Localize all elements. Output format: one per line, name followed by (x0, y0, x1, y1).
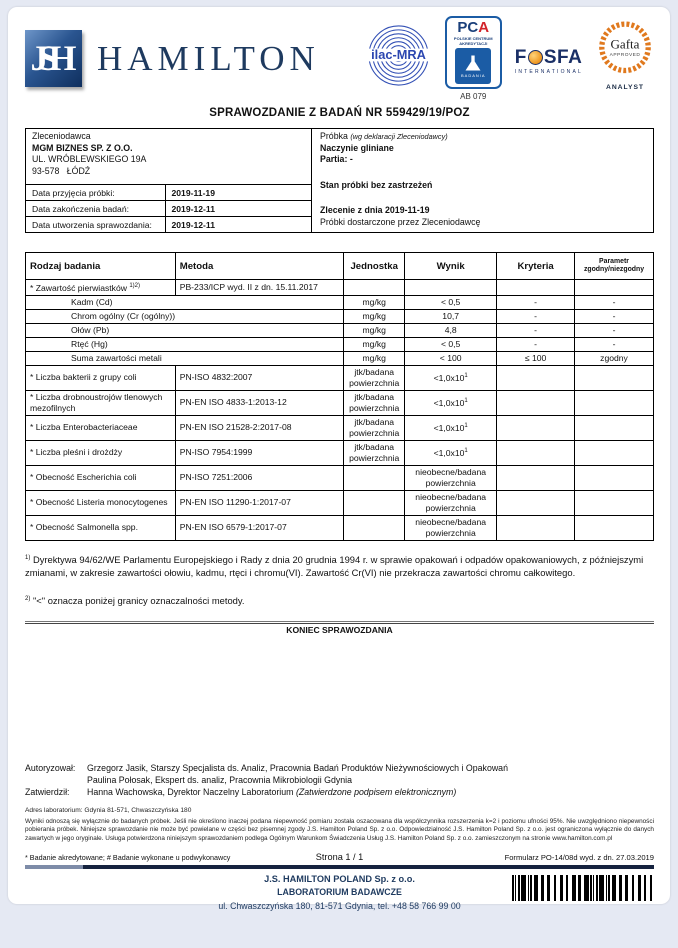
table-cell: mg/kg (344, 295, 405, 309)
hamilton-logo (25, 30, 320, 87)
table-cell (344, 490, 405, 515)
table-cell (575, 415, 654, 440)
company-lab-label: LABORATORIUM BADAWCZE (277, 887, 402, 898)
table-cell: < 100 (405, 351, 497, 365)
fosfa-wordmark: F SFA (514, 46, 583, 68)
legal (25, 807, 654, 844)
table-cell: Ołów (Pb) (26, 323, 344, 337)
table-cell (344, 515, 405, 540)
table-cell: mg/kg (344, 323, 405, 337)
page-footer (25, 852, 654, 862)
column-header: Jednostka (344, 253, 405, 280)
ilac-rings-icon (365, 22, 432, 89)
table-cell: PB-233/ICP wyd. II z dn. 15.11.2017 (175, 280, 344, 296)
table-cell: PN-EN ISO 21528-2:2017-08 (175, 415, 344, 440)
table-cell: * Obecność Escherichia coli (26, 465, 176, 490)
table-cell: mg/kg (344, 351, 405, 365)
hamilton-wordmark: HAMILTON (97, 38, 320, 78)
column-header: Parametr zgodny/niezgodny (575, 253, 654, 280)
table-cell (575, 515, 654, 540)
table-row (26, 295, 654, 309)
sample-name: Naczynie gliniane (320, 142, 394, 153)
report-page (8, 7, 670, 912)
pca-flask-box (455, 48, 491, 84)
gafta-wreath-icon (596, 19, 654, 93)
sample-condition: Stan próbki bez zastrzeżeń (320, 179, 433, 190)
barcode (512, 875, 652, 901)
table-cell: nieobecne/badana powierzchnia (405, 490, 497, 515)
sample-box (312, 129, 653, 232)
report-header (25, 18, 654, 101)
table-cell: - (575, 295, 654, 309)
column-header: Rodzaj badania (26, 253, 176, 280)
fosfa-subtitle: INTERNATIONAL (514, 68, 583, 75)
date-label: Data przyjęcia próbki: (26, 185, 165, 201)
disclaimer: Wyniki odnoszą się wyłącznie do badanych próbek. Jeśli nie określono inaczej podana niepewność pomiaru została oszacowana dla współczynnika rozszerzenia k=2 i poziomu ufności 95%. Nie uwzględniono niepewności pobierania próbek. Niniejsze sprawozdanie nie może być powielane w części bez pisemnej zgody J.S. Hamilton Poland Sp. z o.o. Odpowiedzialność J.S. Hamilton Poland Sp. z o.o. jest ograniczona wyłącznie do danych zawartych w jego oryginale. Usługa potwierdzona niniejszym sprawozdaniem podlega Ogólnym Warunkom Świadczenia Usług J.S. Hamilton Poland Sp. z o.o. zamieszczonym na stronie www.hamilton.com.pl (25, 817, 654, 842)
table-cell: - (497, 337, 575, 351)
footnote: $^{2)}$ "<" oznacza poniżej granicy oznaczalności metody. (25, 595, 245, 607)
table-row (26, 280, 654, 296)
table-cell: * Obecność Listeria monocytogenes (26, 490, 176, 515)
end-divider (25, 621, 654, 624)
pca-box-label: BADANIA (460, 72, 486, 78)
table-cell: PN-ISO 7251:2006 (175, 465, 344, 490)
dates-table (26, 184, 311, 232)
table-cell: - (497, 323, 575, 337)
table-cell: jtk/badana powierzchnia (344, 415, 405, 440)
table-cell: PN-ISO 4832:2007 (175, 365, 344, 390)
table-cell (344, 465, 405, 490)
order-date: Zlecenie z dnia 2019-11-19 (320, 205, 430, 215)
table-cell (575, 390, 654, 415)
table-cell: * Obecność Salmonella spp. (26, 515, 176, 540)
ilac-mra-label: ilac-MRA (370, 46, 426, 62)
end-of-report-label: KONIEC SPRAWOZDANIA (286, 624, 393, 635)
gafta-approved-label: APPROVED (609, 52, 641, 58)
table-cell: < 0,5 (405, 295, 497, 309)
globe-icon (528, 50, 543, 65)
client-address (26, 129, 311, 184)
client-label: Zleceniodawca (32, 131, 91, 141)
pca-card (445, 16, 502, 89)
table-cell (497, 415, 575, 440)
table-row (26, 351, 654, 365)
table-cell (575, 490, 654, 515)
table-cell: zgodny (575, 351, 654, 365)
table-row (26, 201, 311, 217)
gafta-analyst-label: ANALYST (605, 83, 645, 91)
table-cell (575, 365, 654, 390)
table-cell: * Liczba drobnoustrojów tlenowych mezofilnych (26, 390, 176, 415)
approved-by-row: Zatwierdził: Hanna Wachowska, Dyrektor Naczelny Laboratorium (Zatwierdzone podpisem elektronicznym) (25, 786, 457, 797)
table-cell: - (575, 323, 654, 337)
pca-subtitle: POLSKIE CENTRUM AKREDYTACJI (453, 35, 493, 46)
table-cell: < 0,5 (405, 337, 497, 351)
table-cell (497, 280, 575, 296)
table-row (26, 490, 654, 515)
authorized-by-row: Autoryzował: Grzegorz Jasik, Starszy Specjalista ds. Analiz, Pracownia Badań Produktów Nieżywnościowych i Opakowań (25, 762, 508, 773)
table-cell (497, 440, 575, 465)
date-value: 2019-11-19 (165, 185, 311, 201)
client-city: 93-578 ŁÓDŹ (32, 165, 91, 176)
table-cell: Suma zawartości metali (26, 351, 344, 365)
table-cell: PN-ISO 7954:1999 (175, 440, 344, 465)
accreditation-note: * Badanie akredytowane; # Badanie wykonane u podwykonawcy (25, 853, 231, 863)
date-label: Data zakończenia badań: (26, 201, 165, 217)
table-row (26, 217, 311, 233)
sample-label: Próbka (wg deklaracji Zleceniodawcy) (320, 131, 448, 141)
table-cell (575, 440, 654, 465)
pca-accreditation-code: AB 079 (460, 91, 487, 101)
column-header: Wynik (405, 253, 497, 280)
accreditation-badges (365, 16, 654, 101)
table-cell (497, 515, 575, 540)
results-table (25, 252, 654, 541)
table-cell: jtk/badana powierzchnia (344, 440, 405, 465)
authorized-person: Grzegorz Jasik, Starszy Specjalista ds. Analiz, Pracownia Badań Produktów Nieżywnościowych i Opakowań (87, 762, 508, 773)
table-row (26, 365, 654, 390)
footnotes (25, 552, 654, 608)
table-cell: nieobecne/badana powierzchnia (405, 515, 497, 540)
gafta-title: Gafta (610, 35, 640, 51)
company-name: J.S. HAMILTON POLAND Sp. z o.o. (264, 874, 415, 885)
authorized-by-row (25, 774, 654, 786)
date-label: Data utworzenia sprawozdania: (26, 217, 165, 233)
table-row (26, 323, 654, 337)
table-row (26, 390, 654, 415)
jsh-logo-letters: JSH (30, 38, 67, 78)
client-street: UL. WRÓBLEWSKIEGO 19A (32, 154, 147, 164)
table-cell: - (497, 295, 575, 309)
info-box (25, 128, 654, 233)
table-cell (497, 390, 575, 415)
table-cell: $<1,0x10^1$ (405, 415, 497, 440)
table-cell: mg/kg (344, 309, 405, 323)
footer-bar (25, 865, 654, 869)
table-cell (497, 465, 575, 490)
table-cell (344, 280, 405, 296)
flask-icon (463, 54, 483, 72)
table-cell: PN-EN ISO 4833-1:2013-12 (175, 390, 344, 415)
sample-batch: Partia: - (320, 154, 353, 164)
date-value: 2019-12-11 (165, 217, 311, 233)
table-cell: 4,8 (405, 323, 497, 337)
approver: Hanna Wachowska, Dyrektor Naczelny Laboratorium (Zatwierdzone podpisem elektronicznym) (87, 786, 457, 797)
pca-badge-icon (445, 16, 502, 101)
page-title: SPRAWOZDANIE Z BADAŃ NR 559429/19/POZ (209, 107, 470, 119)
table-cell (575, 465, 654, 490)
table-cell: PN-EN ISO 6579-1:2017-07 (175, 515, 344, 540)
date-value: 2019-12-11 (165, 201, 311, 217)
gafta-badge-icon (596, 19, 654, 98)
table-cell (497, 365, 575, 390)
table-cell (497, 490, 575, 515)
authorized-person: Paulina Połosak, Ekspert ds. analiz, Pracownia Mikrobiologii Gdynia (87, 774, 353, 785)
lab-address: Adres laboratorium: Gdynia 81-571, Chwaszczyńska 180 (25, 806, 192, 814)
table-cell: * Zawartość pierwiastków $^{1)2)}$ (26, 280, 176, 296)
table-row (26, 515, 654, 540)
results-table-body (26, 280, 654, 541)
table-row (26, 465, 654, 490)
table-cell: - (575, 309, 654, 323)
table-cell: 10,7 (405, 309, 497, 323)
table-row (26, 309, 654, 323)
table-cell: * Liczba bakterii z grupy coli (26, 365, 176, 390)
table-cell: PN-EN ISO 11290-1:2017-07 (175, 490, 344, 515)
table-cell: mg/kg (344, 337, 405, 351)
table-row (26, 185, 311, 201)
table-cell: nieobecne/badana powierzchnia (405, 465, 497, 490)
table-row (26, 337, 654, 351)
table-row (26, 440, 654, 465)
table-cell: - (497, 309, 575, 323)
table-cell: jtk/badana powierzchnia (344, 390, 405, 415)
pca-title: PCA (457, 18, 490, 36)
fosfa-badge-icon (515, 48, 583, 75)
table-header-row (26, 253, 654, 280)
table-cell: $<1,0x10^1$ (405, 365, 497, 390)
authorization (25, 762, 654, 798)
ilac-mra-badge-icon (365, 22, 432, 94)
footnote: $^{1)}$ Dyrektywa 94/62/WE Parlamentu Europejskiego i Rady z dnia 20 grudnia 1994 r. w sprawie opakowań i odpadów opakowaniowych, z późniejszymi zmianami, w zakresie zawartości ołowiu, kadmu, rtęci i chromu(VI). Zawartość Cr(VI) nie przekracza zawartości chromu całkowitego. (25, 553, 644, 579)
table-cell: ≤ 100 (497, 351, 575, 365)
table-cell: $<1,0x10^1$ (405, 390, 497, 415)
table-cell: * Liczba pleśni i drożdży (26, 440, 176, 465)
table-cell (575, 280, 654, 296)
column-header: Metoda (175, 253, 344, 280)
table-cell: Rtęć (Hg) (26, 337, 344, 351)
sample-delivery: Próbki dostarczone przez Zleceniodawcę (320, 216, 481, 227)
company-footer (25, 874, 654, 934)
jsh-logo-icon (25, 30, 82, 87)
table-cell: * Liczba Enterobacteriaceae (26, 415, 176, 440)
form-reference: Formularz PO-14/08d wyd. z dn. 27.03.2019 (504, 853, 654, 863)
table-cell (405, 280, 497, 296)
client-name: MGM BIZNES SP. Z O.O. (32, 142, 133, 153)
blank-space (25, 635, 654, 762)
table-cell: Chrom ogólny (Cr (ogólny)) (26, 309, 344, 323)
table-cell: Kadm (Cd) (26, 295, 344, 309)
client-box (26, 129, 312, 232)
column-header: Kryteria (497, 253, 575, 280)
table-row (26, 415, 654, 440)
table-cell: $<1,0x10^1$ (405, 440, 497, 465)
company-address: ul. Chwaszczyńska 180, 81-571 Gdynia, tel. +48 58 766 99 00 (218, 901, 461, 912)
table-cell: jtk/badana powierzchnia (344, 365, 405, 390)
table-cell: - (575, 337, 654, 351)
page-number: Strona 1 / 1 (315, 852, 364, 863)
